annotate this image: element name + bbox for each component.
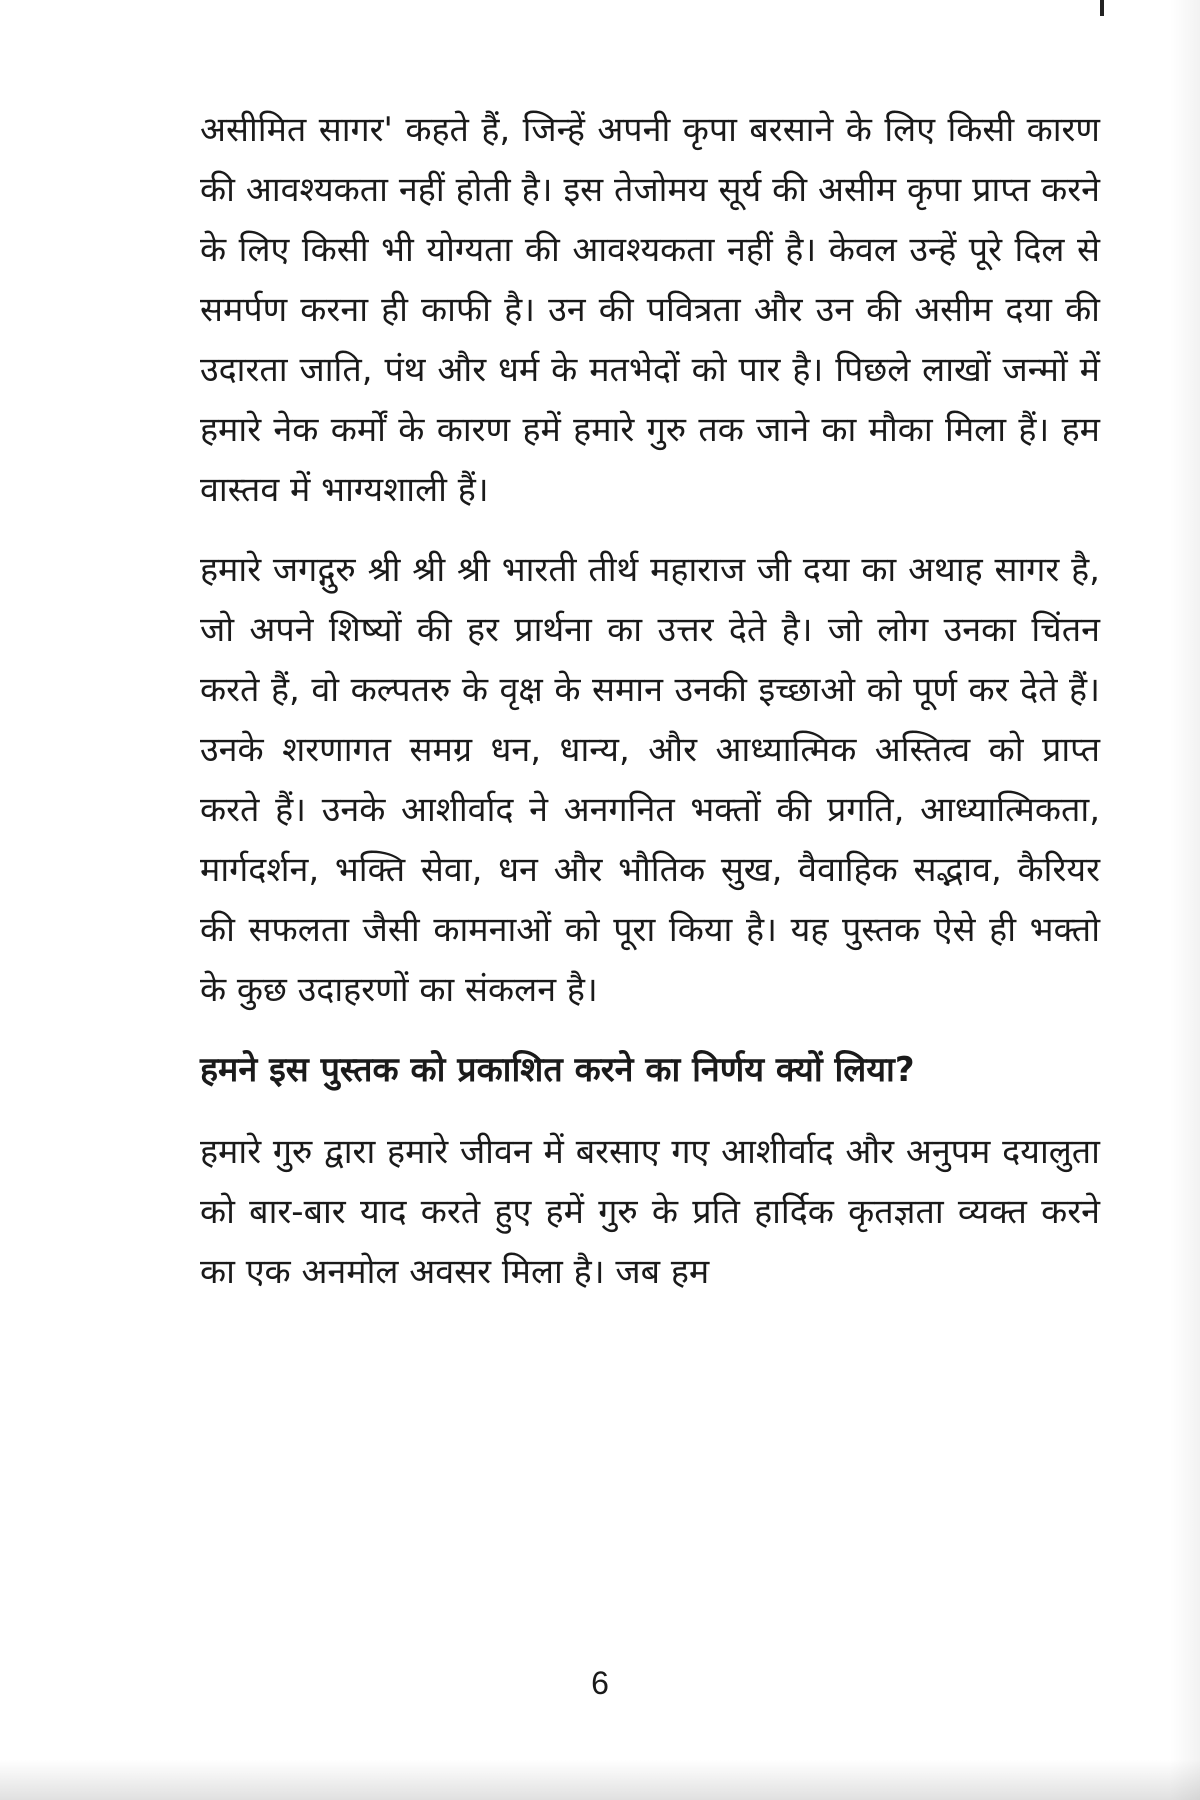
paragraph-1: असीमित सागर' कहते हैं, जिन्हें अपनी कृपा बरसाने के लिए किसी कारण की आवश्यकता नहीं होती है। इस तेजोमय सूर्य की असीम कृपा प्राप्त करने के लिए किसी भी योग्यता की आवश्यकता नहीं है। केवल उन्हें पूरे दिल से समर्पण करना ही काफी है। उन की पवित्रता और उन की असीम दया की उदारता जाति, पंथ और धर्म के मतभेदों को पार है। पिछले लाखों जन्मों में हमारे नेक कर्मों के कारण हमें हमारे गुरु तक जाने का मौका मिला हैं। हम वास्तव में भाग्यशाली हैं। bbox=[200, 110, 1100, 510]
paragraph-2: हमारे जगद्गुरु श्री श्री श्री भारती तीर्थ महाराज जी दया का अथाह सागर है, जो अपने शिष्यों की हर प्रार्थना का उत्तर देते है। जो लोग उनका चिंतन करते हैं, वो कल्पतरु के वृक्ष के समान उनकी इच्छाओ को पूर्ण कर देते हैं। उनके शरणागत समग्र धन, धान्य, और आध्यात्मिक अस्तित्व को प्राप्त करते हैं। उनके आशीर्वाद ने अनगनित भक्तों की प्रगति, आध्यात्मिकता, मार्गदर्शन, भक्ति सेवा, धन और भौतिक सुख, वैवाहिक सद्भाव, कैरियर की सफलता जैसी कामनाओं को पूरा किया है। यह पुस्तक ऐसे ही भक्तो के कुछ उदाहरणों का संकलन है। bbox=[200, 550, 1100, 1010]
page-number: 6 bbox=[591, 1665, 609, 1701]
paragraph-3: हमारे गुरु द्वारा हमारे जीवन में बरसाए गए आशीर्वाद और अनुपम दयालुता को बार-बार याद करते हुए हमें गुरु के प्रति हार्दिक कृतज्ञता व्यक्त करने का एक अनमोल अवसर मिला है। जब हम bbox=[200, 1132, 1100, 1292]
page-corner-mark bbox=[1100, 0, 1104, 16]
section-heading: हमने इस पुस्तक को प्रकाशित करने का निर्णय क्यों लिया? bbox=[200, 1050, 915, 1090]
bottom-edge-shadow bbox=[0, 1760, 1200, 1800]
binding-shadow bbox=[1170, 0, 1200, 1800]
page-body bbox=[200, 100, 1100, 1322]
